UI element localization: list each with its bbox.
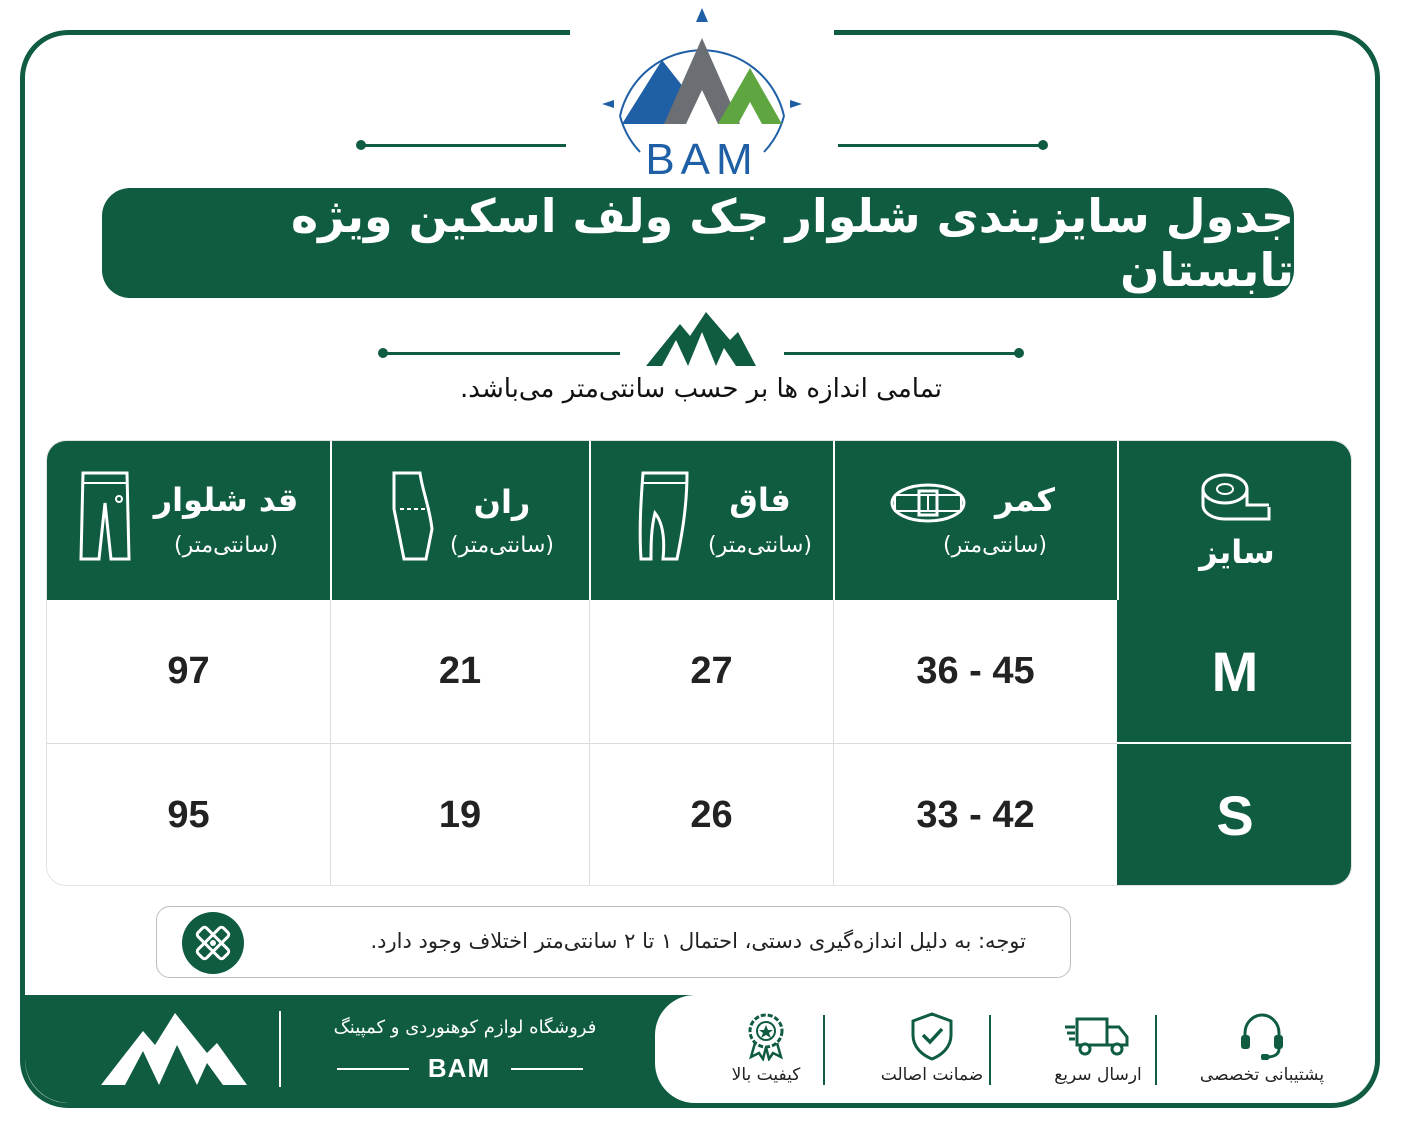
brand-line: [511, 1068, 583, 1070]
header-length: [47, 441, 330, 600]
cell-rise-s: 26: [589, 744, 833, 886]
header-rise-label: فاق: [729, 481, 791, 519]
footer: [25, 995, 1375, 1103]
header-waist-unit: (سانتی‌متر): [943, 533, 1047, 558]
feature-support: [1181, 995, 1343, 1103]
size-label-m: M: [1117, 600, 1352, 744]
deco-line: [384, 352, 620, 355]
header-length-unit: (سانتی‌متر): [174, 533, 278, 558]
feature-authenticity-label: ضمانت اصالت: [880, 1065, 984, 1085]
feature-separator: [989, 1015, 991, 1085]
measuring-tool-icon: [181, 911, 245, 975]
deco-line: [362, 144, 566, 147]
deco-dot: [1038, 140, 1048, 150]
pants-length-icon: [77, 469, 133, 563]
footer-separator: [279, 1011, 281, 1087]
cell-thigh-m: 21: [330, 600, 589, 744]
feature-support-label: پشتیبانی تخصصی: [1199, 1065, 1325, 1085]
deco-dot: [378, 348, 388, 358]
quality-badge-icon: [741, 1011, 791, 1061]
page-title-text: جدول سایزبندی شلوار جک ولف اسکین ویژه تابستان: [290, 189, 1294, 297]
header-size: [1117, 441, 1352, 600]
logo-brand-text: BAM: [645, 135, 759, 180]
features-panel: [655, 995, 1375, 1103]
headset-icon: [1237, 1011, 1287, 1061]
header-rise-unit: (سانتی‌متر): [708, 533, 812, 558]
cell-length-s: 95: [47, 744, 330, 886]
deco-line: [784, 352, 1020, 355]
footer-brand: BAM: [427, 1053, 491, 1083]
header-waist: [833, 441, 1117, 600]
header-waist-label: کمر: [995, 481, 1055, 519]
note-text: توجه: به دلیل اندازه‌گیری دستی، احتمال ۱ تا ۲ سانتی‌متر اختلاف وجود دارد.: [370, 929, 1026, 953]
footer-mountain-icon: [99, 1011, 249, 1087]
deco-dot: [1014, 348, 1024, 358]
cell-rise-m: 27: [589, 600, 833, 744]
truck-icon: [1063, 1011, 1129, 1061]
rise-icon: [637, 469, 693, 563]
belt-icon: [889, 479, 967, 527]
header-thigh: [330, 441, 589, 600]
thigh-icon: [386, 469, 438, 563]
feature-separator: [823, 1015, 825, 1085]
store-name: فروشگاه لوازم کوهنوردی و کمپینگ: [333, 1017, 597, 1038]
bam-logo: [600, 6, 804, 180]
cell-length-m: 97: [47, 600, 330, 744]
mountain-icon: [644, 310, 758, 368]
tape-measure-icon: [1199, 471, 1273, 523]
feature-separator: [1155, 1015, 1157, 1085]
feature-shipping-label: ارسال سریع: [1054, 1065, 1142, 1085]
cell-waist-s: 33 - 42: [833, 744, 1117, 886]
size-table: [46, 440, 1352, 886]
header-size-label: سایز: [1199, 533, 1275, 571]
deco-line: [838, 144, 1044, 147]
cell-waist-m: 36 - 45: [833, 600, 1117, 744]
shield-check-icon: [907, 1011, 957, 1061]
cell-thigh-s: 19: [330, 744, 589, 886]
deco-dot: [356, 140, 366, 150]
header-thigh-unit: (سانتی‌متر): [450, 533, 554, 558]
page-title: [102, 188, 1294, 298]
header-rise: [589, 441, 833, 600]
measurement-note: تمامی اندازه ها بر حسب سانتی‌متر می‌باشد.: [460, 374, 942, 404]
note-box: [156, 906, 1071, 978]
brand-line: [337, 1068, 409, 1070]
size-label-s: S: [1117, 744, 1352, 886]
header-length-label: قد شلوار: [153, 481, 299, 519]
feature-quality-label: کیفیت بالا: [731, 1065, 801, 1085]
header-thigh-label: ران: [473, 483, 531, 521]
